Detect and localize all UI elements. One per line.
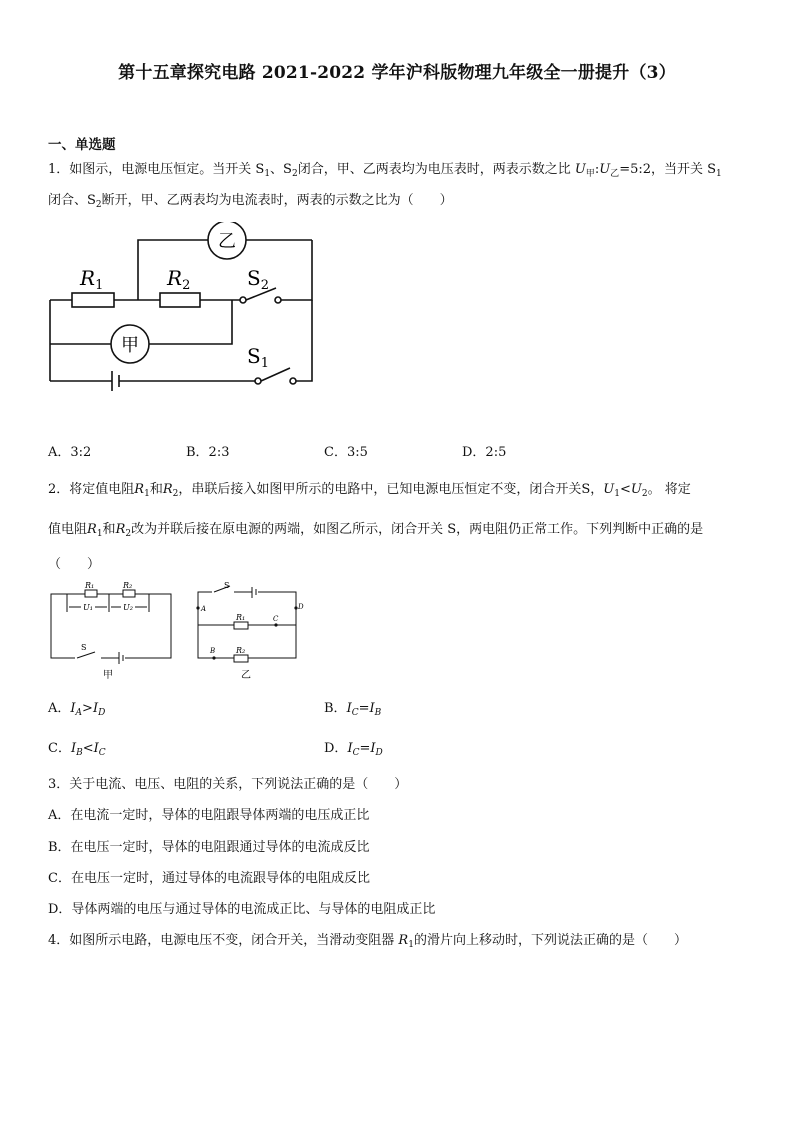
q3-option-b[interactable]: B．在电压一定时，导体的电阻跟通过导体的电流成反比 bbox=[48, 840, 370, 855]
yi-r1-label: R₁ bbox=[236, 613, 246, 622]
yi-point-d: D bbox=[298, 603, 304, 611]
q2-option-c[interactable]: C．$I_B<I_C$ bbox=[48, 741, 106, 758]
question-3-stem: 3．关于电流、电压、电阻的关系，下列说法正确的是（ ） bbox=[48, 777, 408, 792]
r1-label: $R_1$ bbox=[80, 266, 104, 293]
s1-label: $S_1$ bbox=[247, 344, 269, 371]
q2-option-b[interactable]: B．$I_C=I_B$ bbox=[324, 701, 382, 718]
q2-figure-jia bbox=[45, 578, 175, 682]
q3-option-c[interactable]: C．在电压一定时，通过导体的电流跟导体的电阻成反比 bbox=[48, 871, 370, 886]
yi-r2-label: R₂ bbox=[236, 646, 246, 655]
q1-circuit-diagram bbox=[40, 222, 330, 392]
section-heading: 一、单选题 bbox=[48, 137, 116, 153]
yi-point-c: C bbox=[273, 615, 279, 623]
question-1-line-2: 闭合、$S_2$断开，甲、乙两表均为电流表时，两表的示数之比为（ ） bbox=[48, 193, 453, 210]
s2-label: $S_2$ bbox=[247, 266, 269, 293]
yi-point-b: B bbox=[210, 647, 216, 655]
q1-option-a[interactable]: A．3:2 bbox=[48, 445, 92, 460]
question-2-line-3: （ ） bbox=[48, 557, 101, 572]
jia-r2-label: R₂ bbox=[123, 581, 133, 590]
yi-point-a: A bbox=[201, 605, 207, 613]
yi-switch-label: S bbox=[224, 581, 230, 590]
q1-option-b[interactable]: B．2:3 bbox=[186, 445, 230, 460]
question-2-line-2: 值电阻$R_1$和$R_2$改为并联后接在原电源的两端，如图乙所示，闭合开关 S，两电阻仍正常工作。下列判断中正确的是 bbox=[48, 522, 704, 539]
q2-option-a[interactable]: A．$I_A>I_D$ bbox=[48, 701, 106, 718]
q2-figure-yi bbox=[192, 578, 308, 682]
figure-jia-caption: 甲 bbox=[103, 670, 113, 681]
q3-option-a[interactable]: A．在电流一定时，导体的电阻跟导体两端的电压成正比 bbox=[48, 808, 370, 823]
figure-yi-caption: 乙 bbox=[241, 670, 251, 681]
jia-u1-label: U₁ bbox=[83, 603, 93, 612]
meter-jia-label: 甲 bbox=[121, 335, 139, 356]
question-1-line-1: 1．如图示，电源电压恒定。当开关 $S_1$、$S_2$闭合，甲、乙两表均为电压表时，两表示数之比 $U_甲:U_乙=5:2$，当开关 $S_1$ bbox=[48, 162, 722, 179]
jia-switch-label: S bbox=[81, 643, 87, 652]
r2-label: $R_2$ bbox=[167, 266, 191, 293]
q2-option-d[interactable]: D．$I_C=I_D$ bbox=[324, 741, 383, 758]
question-4-stem: 4．如图所示电路，电源电压不变，闭合开关，当滑动变阻器 $R_1$的滑片向上移动时，下列说法正确的是（ ） bbox=[48, 933, 687, 950]
meter-yi-label: 乙 bbox=[218, 231, 236, 252]
jia-u2-label: U₂ bbox=[123, 603, 133, 612]
q1-option-d[interactable]: D．2:5 bbox=[462, 445, 507, 460]
jia-r1-label: R₁ bbox=[85, 581, 95, 590]
page-title: 第十五章探究电路 2021-2022 学年沪科版物理九年级全一册提升（3） bbox=[118, 63, 676, 83]
q1-option-c[interactable]: C．3:5 bbox=[324, 445, 368, 460]
q3-option-d[interactable]: D．导体两端的电压与通过导体的电流成正比、与导体的电阻成正比 bbox=[48, 902, 436, 917]
question-2-line-1: 2．将定值电阻$R_1$和$R_2$，串联后接入如图甲所示的电路中，已知电源电压恒定不变，闭合开关S，$U_1<U_2$。 将定 bbox=[48, 482, 691, 499]
